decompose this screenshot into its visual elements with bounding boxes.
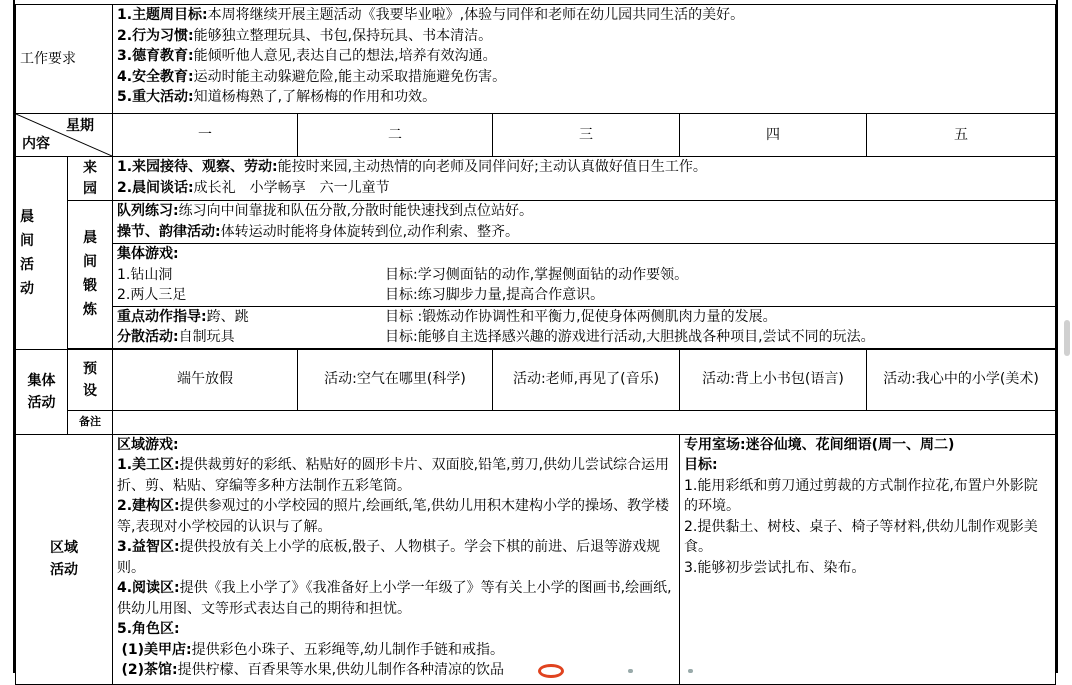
week-label: 星期: [66, 118, 94, 134]
goal-item: 3.能够初步尝试扎布、染布。: [684, 559, 866, 576]
work-item: 2.行为习惯:能够独立整理玩具、书包,保持玩具、书本清洁。: [117, 27, 493, 44]
arrival-content: 1.来园接待、观察、劳动:能按时来园,主动热情的向老师及同伴问好;主动认真做好值日生工作。 2.晨间谈话:成长礼 小学畅享 六一儿童节: [113, 157, 1056, 201]
status-dot-icon: [628, 669, 633, 673]
plan-label: 预设: [68, 349, 113, 410]
area-games-content: 区域游戏: 1.美工区:提供裁剪好的彩纸、粘贴好的圆形卡片、双面胶,铅笔,剪刀,供幼儿尝试综合运用折、剪、粘贴、穿编等多种方法制作五彩笔筒。 2.建构区:提供参观过的小学校园的照片,绘画纸,笔,供幼儿用积木建构小学的操场、教学楼等,表现对小学校园的认识与了解。 3.益智区:提供投放有关上小学的底板,骰子、人物棋子。学会下棋的前进、后退等游戏规则。 4.阅读区:提供《我上小学了》《我准备好上小学一年级了》等有关上小学的图画书,绘画纸,供幼儿用图、文等形式表达自己的期待和担忧。 5.角色区: (1)美甲店:提供彩色小珠子、五彩绳等,幼儿制作手链和戒指。 (2)茶馆:提供柠檬、百香果等水果,供幼儿制作各种清凉的饮品: [113, 434, 680, 684]
goal-item: 1.能用彩纸和剪刀通过剪裁的方式制作拉花,布置户外影院的环境。: [684, 477, 1038, 514]
work-item: 5.重大活动:知道杨梅熟了,了解杨梅的作用和功效。: [117, 89, 437, 105]
status-dot-icon: [688, 669, 693, 673]
zone-item: 2.建构区:提供参观过的小学校园的照片,绘画纸,笔,供幼儿用积木建构小学的操场、教学楼等,表现对小学校园的认识与了解。: [117, 498, 670, 535]
work-requirements: [113, 5, 1056, 114]
role-item: (2)茶馆:提供柠檬、百香果等水果,供幼儿制作各种清凉的饮品: [121, 662, 505, 678]
day-header: 三: [493, 114, 680, 157]
plan-tuesday: 活动:空气在哪里(科学): [298, 349, 493, 410]
app-logo-icon: [538, 664, 564, 678]
work-item: 1.主题周目标:本周将继续开展主题活动《我要毕业啦》,体验与同伴和老师在幼儿园共同生活的美好。: [117, 7, 745, 23]
group-games-content: 集体游戏: 1.钻山洞 目标:学习侧面钻的动作,掌握侧面钻的动作要领。 2.两人三足 目标:练习脚步力量,提高合作意识。: [113, 244, 1056, 307]
role-item: (1)美甲店:提供彩色小珠子、五彩绳等,幼儿制作手链和戒指。: [121, 641, 505, 658]
zone-item: 3.益智区:提供投放有关上小学的底板,骰子、人物棋子。学会下棋的前进、后退等游戏规则。: [117, 539, 661, 576]
goal-item: 2.提供黏土、树枝、桌子、椅子等材料,供幼儿制作观影美食。: [684, 518, 1038, 555]
weekly-plan-table: [15, 4, 1056, 685]
note-label: 备注: [68, 410, 113, 434]
drill-content: 队列练习:练习向中间靠拢和队伍分散,分散时能快速找到点位站好。 操节、韵律活动:体转运动时能将身体旋转到位,动作利索、整齐。: [113, 201, 1056, 244]
zone-item: 4.阅读区:提供《我上小学了》《我准备好上小学一年级了》等有关上小学的图画书,绘画纸,供幼儿用图、文等形式表达自己的期待和担忧。: [117, 580, 672, 617]
group-activity-label: 集体活动: [16, 349, 68, 434]
day-header: 二: [298, 114, 493, 157]
day-header: 五: [867, 114, 1056, 157]
header-diagonal-cell: [16, 114, 113, 157]
plan-thursday: 活动:背上小书包(语言): [680, 349, 867, 410]
content-label: 内容: [22, 135, 50, 152]
exercise-label: 晨间锻炼: [68, 201, 113, 349]
special-room-content: 专用室场:迷谷仙境、花间细语(周一、周二) 目标: 1.能用彩纸和剪刀通过剪裁的方式制作拉花,布置户外影院的环境。 2.提供黏土、树枝、桌子、椅子等材料,供幼儿制作观影美食。 3.能够初步尝试扎布、染布。: [680, 434, 1056, 684]
work-requirements-label: 工作要求: [16, 5, 113, 114]
plan-monday: 端午放假: [113, 349, 298, 410]
day-header: 四: [680, 114, 867, 157]
zone-item: 5.角色区:: [117, 621, 180, 637]
vertical-scrollbar[interactable]: [1064, 320, 1070, 356]
work-item: 3.德育教育:能倾听他人意见,表达自己的想法,培养有效沟通。: [117, 48, 497, 64]
area-activity-label: 区域活动: [16, 434, 113, 684]
zone-item: 1.美工区:提供裁剪好的彩纸、粘贴好的圆形卡片、双面胶,铅笔,剪刀,供幼儿尝试综合运用折、剪、粘贴、穿编等多种方法制作五彩笔筒。: [117, 457, 670, 494]
day-header: 一: [113, 114, 298, 157]
focus-content: 重点动作指导:跨、跳 目标 :锻炼动作协调性和平衡力,促使身体两侧肌肉力量的发展。 分散活动:自制玩具 目标:能够自主选择感兴趣的游戏进行活动,大胆挑战各种项目,尝试不同的玩法。: [113, 306, 1056, 348]
work-item: 4.安全教育:运动时能主动躲避危险,能主动采取措施避免伤害。: [117, 68, 507, 85]
note-content: [113, 410, 1056, 434]
plan-friday: 活动:我心中的小学(美术): [867, 349, 1056, 410]
morning-activity-label: 晨间活动: [16, 157, 68, 350]
plan-wednesday: 活动:老师,再见了(音乐): [493, 349, 680, 410]
arrival-label: 来园: [68, 157, 113, 201]
